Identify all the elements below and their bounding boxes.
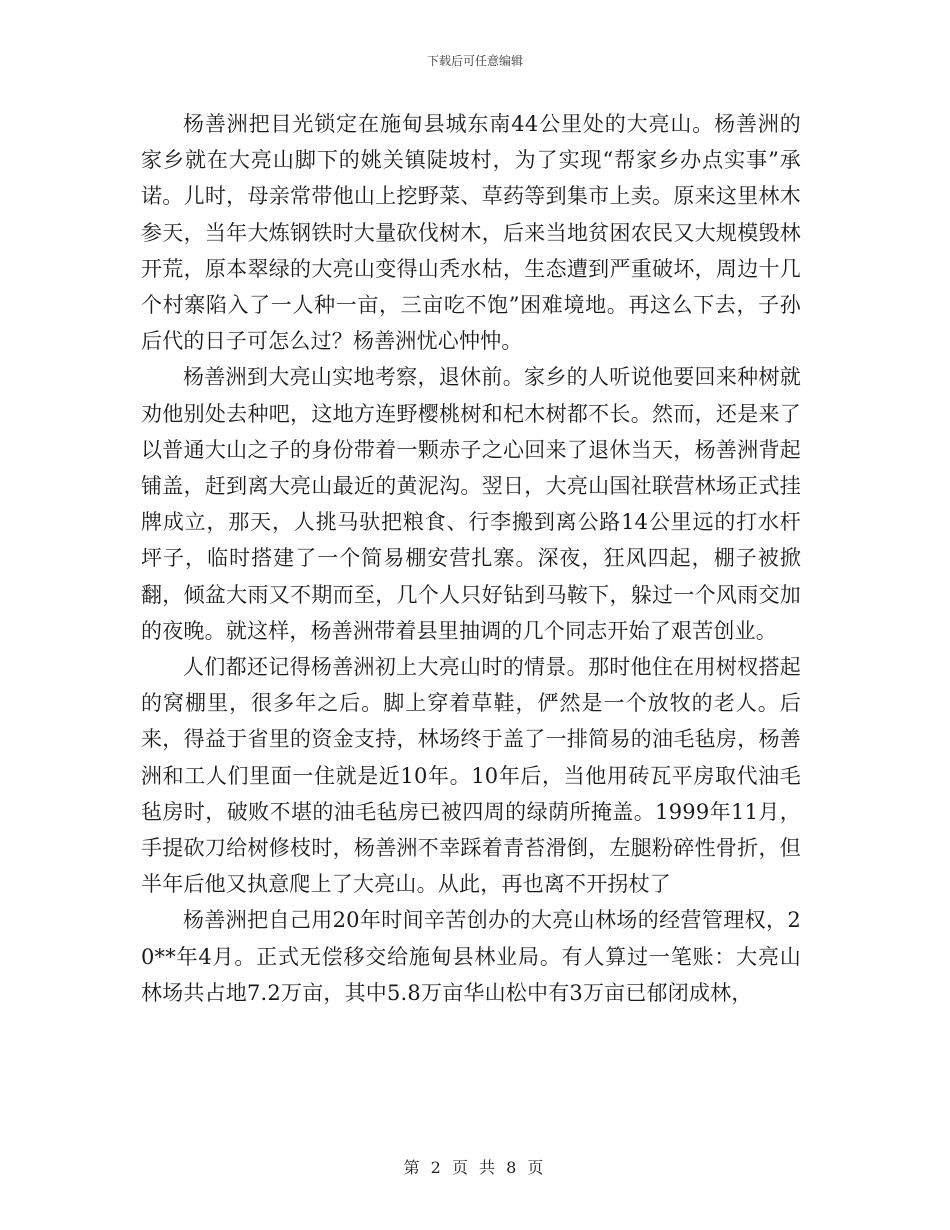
page-footer: [0, 1155, 950, 1178]
page-header: [0, 52, 950, 69]
paragraph-4: 杨善洲把自己用20年时间辛苦创办的大亮山林场的经营管理权，20**年4月。正式无偿移交给施甸县林业局。有人算过一笔账：大亮山林场共占地7.2万亩，其中5.8万亩华山松中有3万亩已郁闭成林，: [141, 908, 801, 1005]
paragraph-1: 杨善洲把目光锁定在施甸县城东南44公里处的大亮山。杨善洲的家乡就在大亮山脚下的姚关镇陡坡村，为了实现“帮家乡办点实事”承诺。儿时，母亲常带他山上挖野菜、草药等到集市上卖。原来这里林木参天，当年大炼钢铁时大量砍伐树木，后来当地贫困农民又大规模毁林开荒，原本翠绿的大亮山变得山秃水枯，生态遭到严重破坏，周边十几个村寨陷入了一人种一亩，三亩吃不饱”困难境地。再这么下去，子孙后代的日子可怎么过？杨善洲忧心忡忡。: [141, 112, 801, 354]
paragraph-2: 杨善洲到大亮山实地考察，退休前。家乡的人听说他要回来种树就劝他别处去种吧，这地方连野樱桃树和杞木树都不长。然而，还是来了以普通大山之子的身份带着一颗赤子之心回来了退休当天，杨善洲背起铺盖，赶到离大亮山最近的黄泥沟。翌日，大亮山国社联营林场正式挂牌成立，那天，人挑马驮把粮食、行李搬到离公路14公里远的打水杆坪子，临时搭建了一个简易棚安营扎寨。深夜，狂风四起，棚子被掀翻，倾盆大雨又不期而至，几个人只好钻到马鞍下，躲过一个风雨交加的夜晚。就这样，杨善洲带着县里抽调的几个同志开始了艰苦创业。: [141, 365, 801, 643]
paragraph-3: 人们都还记得杨善洲初上大亮山时的情景。那时他住在用树杈搭起的窝棚里，很多年之后。脚上穿着草鞋，俨然是一个放牧的老人。后来，得益于省里的资金支持，林场终于盖了一排简易的油毛毡房，杨善洲和工人们里面一住就是近10年。10年后，当他用砖瓦平房取代油毛毡房时，破败不堪的油毛毡房已被四周的绿荫所掩盖。1999年11月，手提砍刀给树修枝时，杨善洲不幸踩着青苔滑倒，左腿粉碎性骨折，但半年后他又执意爬上了大亮山。从此，再也离不开拐杖了: [141, 655, 801, 897]
header-note: 下载后可任意编辑: [426, 54, 523, 68]
page-number: 第 2 页 共 8 页: [403, 1158, 547, 1177]
document-body: [141, 106, 801, 1011]
